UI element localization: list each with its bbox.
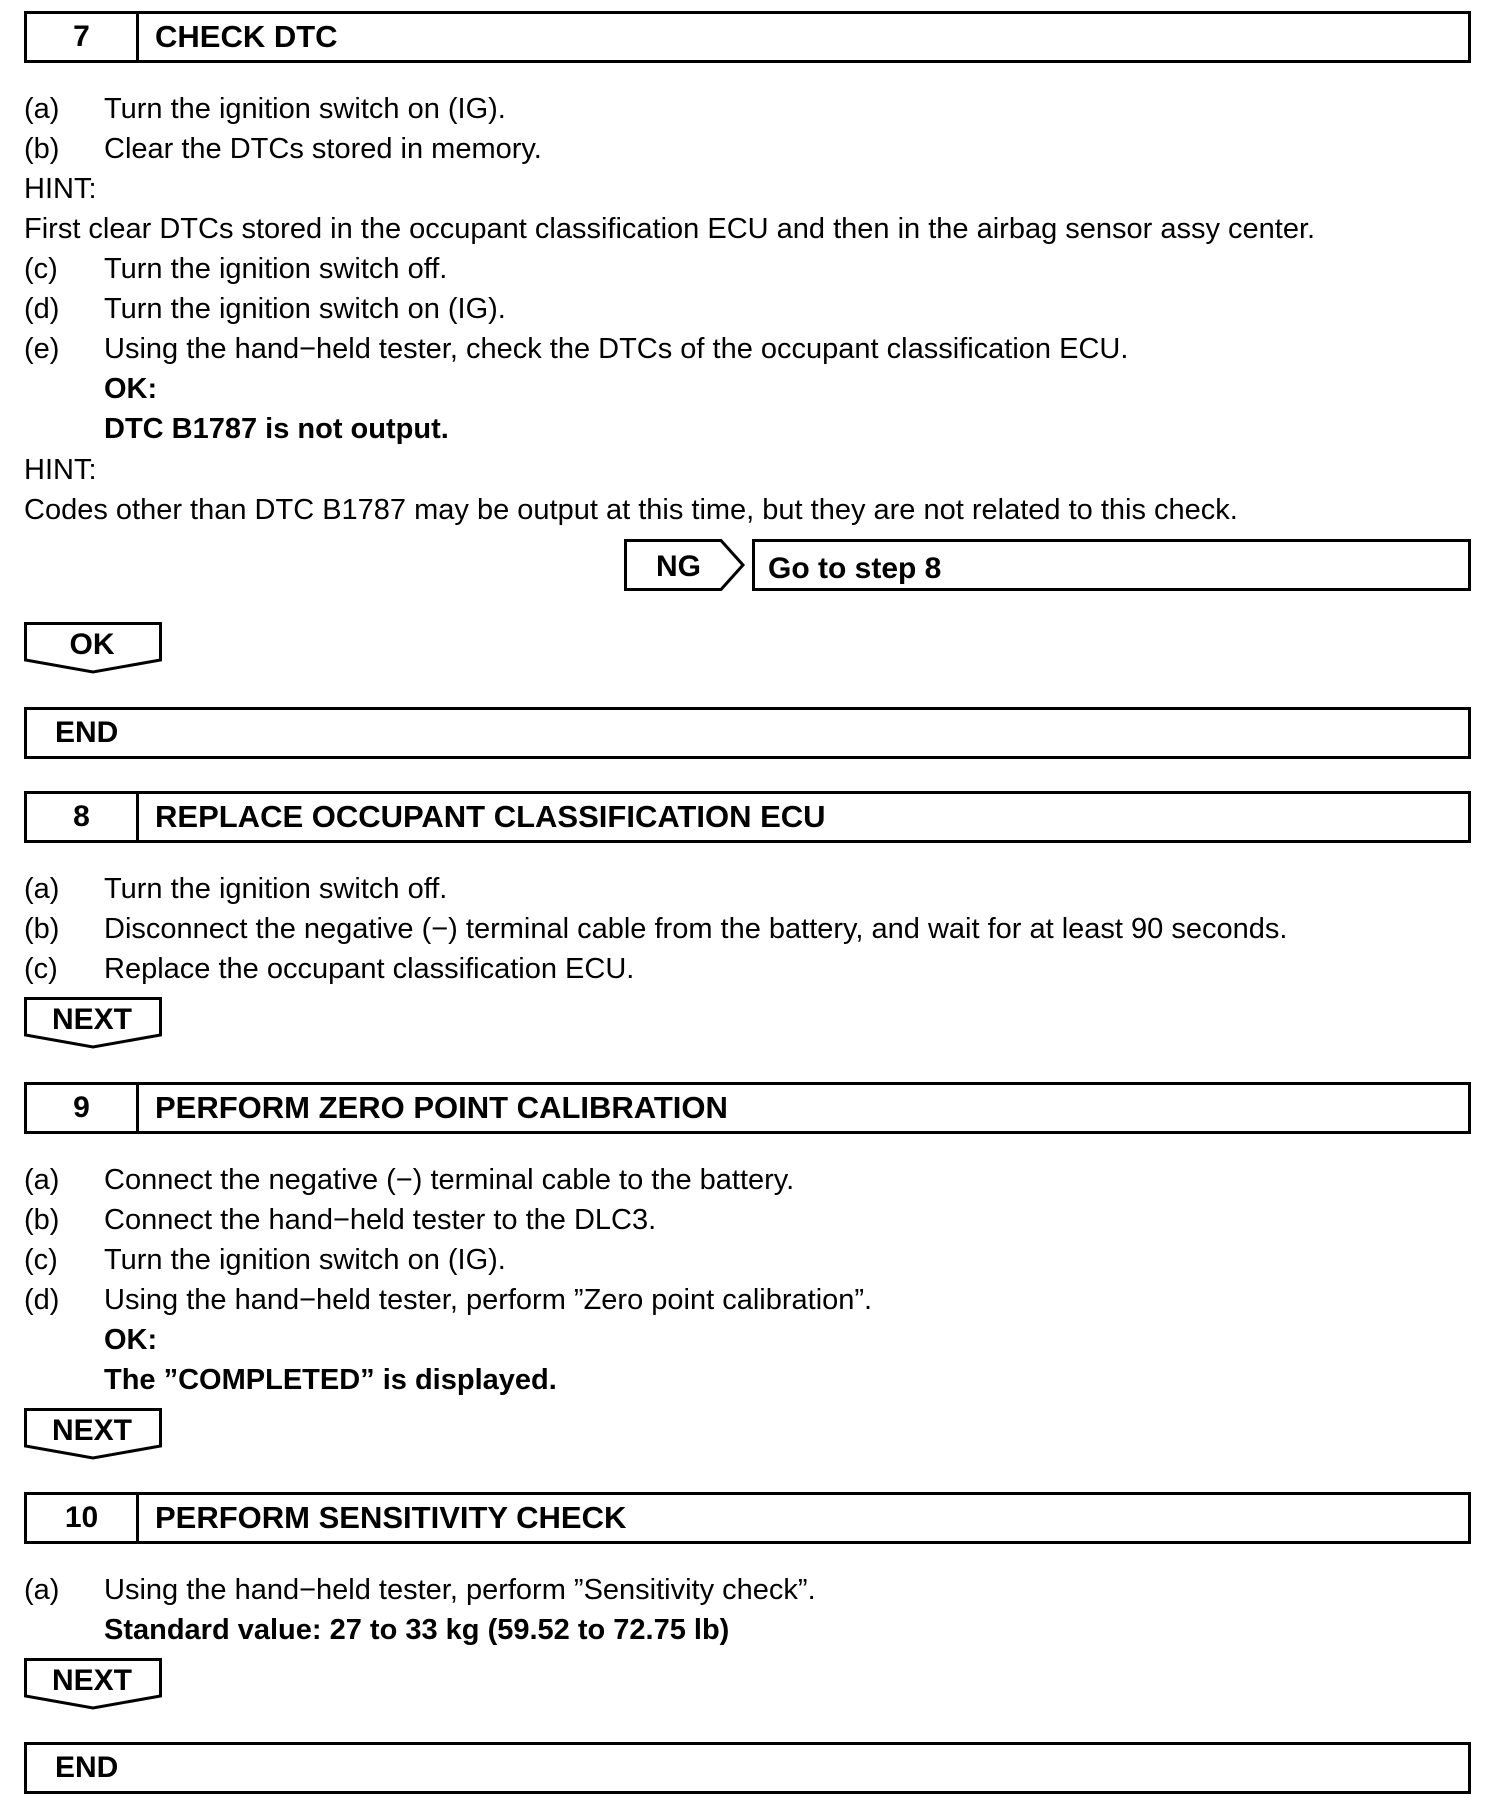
item-label: (b) bbox=[24, 133, 60, 165]
step-8-header bbox=[24, 791, 1471, 843]
ok-label: OK: bbox=[104, 1324, 158, 1356]
ng-label: NG bbox=[656, 550, 701, 583]
step-title: CHECK DTC bbox=[155, 19, 338, 54]
hint-label: HINT: bbox=[24, 173, 97, 205]
item-label: (a) bbox=[24, 93, 60, 125]
item-label: (d) bbox=[24, 1284, 60, 1316]
next-tag-label: NEXT bbox=[51, 1414, 132, 1447]
next-tag-label: NEXT bbox=[51, 1003, 132, 1036]
ok-criterion: The ”COMPLETED” is displayed. bbox=[104, 1364, 557, 1396]
ok-tag-label: OK bbox=[69, 628, 115, 661]
item-label: (c) bbox=[24, 953, 58, 985]
item-label: (b) bbox=[24, 1204, 60, 1236]
hint-text: Codes other than DTC B1787 may be output at this time, but they are not related to this check. bbox=[24, 494, 1238, 526]
item-text: Using the hand−held tester, check the DTCs of the occupant classification ECU. bbox=[104, 333, 1129, 365]
item-text: Replace the occupant classification ECU. bbox=[104, 953, 635, 985]
item-label: (a) bbox=[24, 1574, 60, 1606]
step-number: 8 bbox=[27, 794, 139, 840]
standard-value: Standard value: 27 to 33 kg (59.52 to 72.75 lb) bbox=[104, 1614, 730, 1646]
item-label: (a) bbox=[24, 1164, 60, 1196]
step-title: PERFORM ZERO POINT CALIBRATION bbox=[155, 1090, 728, 1125]
item-text: Turn the ignition switch on (IG). bbox=[104, 1244, 506, 1276]
item-text: Connect the hand−held tester to the DLC3. bbox=[104, 1204, 657, 1236]
item-text: Turn the ignition switch on (IG). bbox=[104, 293, 506, 325]
step-number: 9 bbox=[27, 1085, 139, 1131]
end-box bbox=[24, 1742, 1471, 1794]
next-tag-label: NEXT bbox=[51, 1664, 132, 1697]
hint-label: HINT: bbox=[24, 454, 97, 486]
item-text: Turn the ignition switch off. bbox=[104, 873, 448, 905]
item-text: Turn the ignition switch off. bbox=[104, 253, 448, 285]
item-label: (a) bbox=[24, 873, 60, 905]
end-label: END bbox=[55, 716, 119, 749]
step-10-header bbox=[24, 1492, 1471, 1544]
item-label: (b) bbox=[24, 913, 60, 945]
item-text: Disconnect the negative (−) terminal cable from the battery, and wait for at least 90 seconds. bbox=[104, 913, 1288, 945]
ok-label: OK: bbox=[104, 373, 158, 405]
step-7-header bbox=[24, 11, 1471, 63]
item-text: Using the hand−held tester, perform ”Sensitivity check”. bbox=[104, 1574, 816, 1606]
ok-flow-tag bbox=[24, 622, 164, 674]
step-9-header bbox=[24, 1082, 1471, 1134]
item-label: (c) bbox=[24, 1244, 58, 1276]
item-text: Clear the DTCs stored in memory. bbox=[104, 133, 542, 165]
next-flow-tag bbox=[24, 1658, 164, 1710]
step-number: 10 bbox=[27, 1495, 139, 1541]
step-title: PERFORM SENSITIVITY CHECK bbox=[155, 1500, 627, 1535]
hint-text: First clear DTCs stored in the occupant classification ECU and then in the airbag sensor assy center. bbox=[24, 213, 1316, 245]
step-number: 7 bbox=[27, 14, 139, 60]
item-text: Connect the negative (−) terminal cable to the battery. bbox=[104, 1164, 795, 1196]
ng-arrow-tag bbox=[624, 539, 748, 591]
item-label: (d) bbox=[24, 293, 60, 325]
next-flow-tag bbox=[24, 1408, 164, 1460]
item-label: (e) bbox=[24, 333, 60, 365]
next-flow-tag bbox=[24, 997, 164, 1049]
item-text: Turn the ignition switch on (IG). bbox=[104, 93, 506, 125]
ng-target: Go to step 8 bbox=[768, 552, 942, 585]
ng-target-box bbox=[752, 539, 1471, 591]
end-label: END bbox=[55, 1751, 119, 1784]
item-text: Using the hand−held tester, perform ”Zero point calibration”. bbox=[104, 1284, 873, 1316]
end-box bbox=[24, 707, 1471, 759]
item-label: (c) bbox=[24, 253, 58, 285]
step-title: REPLACE OCCUPANT CLASSIFICATION ECU bbox=[155, 799, 826, 834]
ok-criterion: DTC B1787 is not output. bbox=[104, 413, 449, 445]
